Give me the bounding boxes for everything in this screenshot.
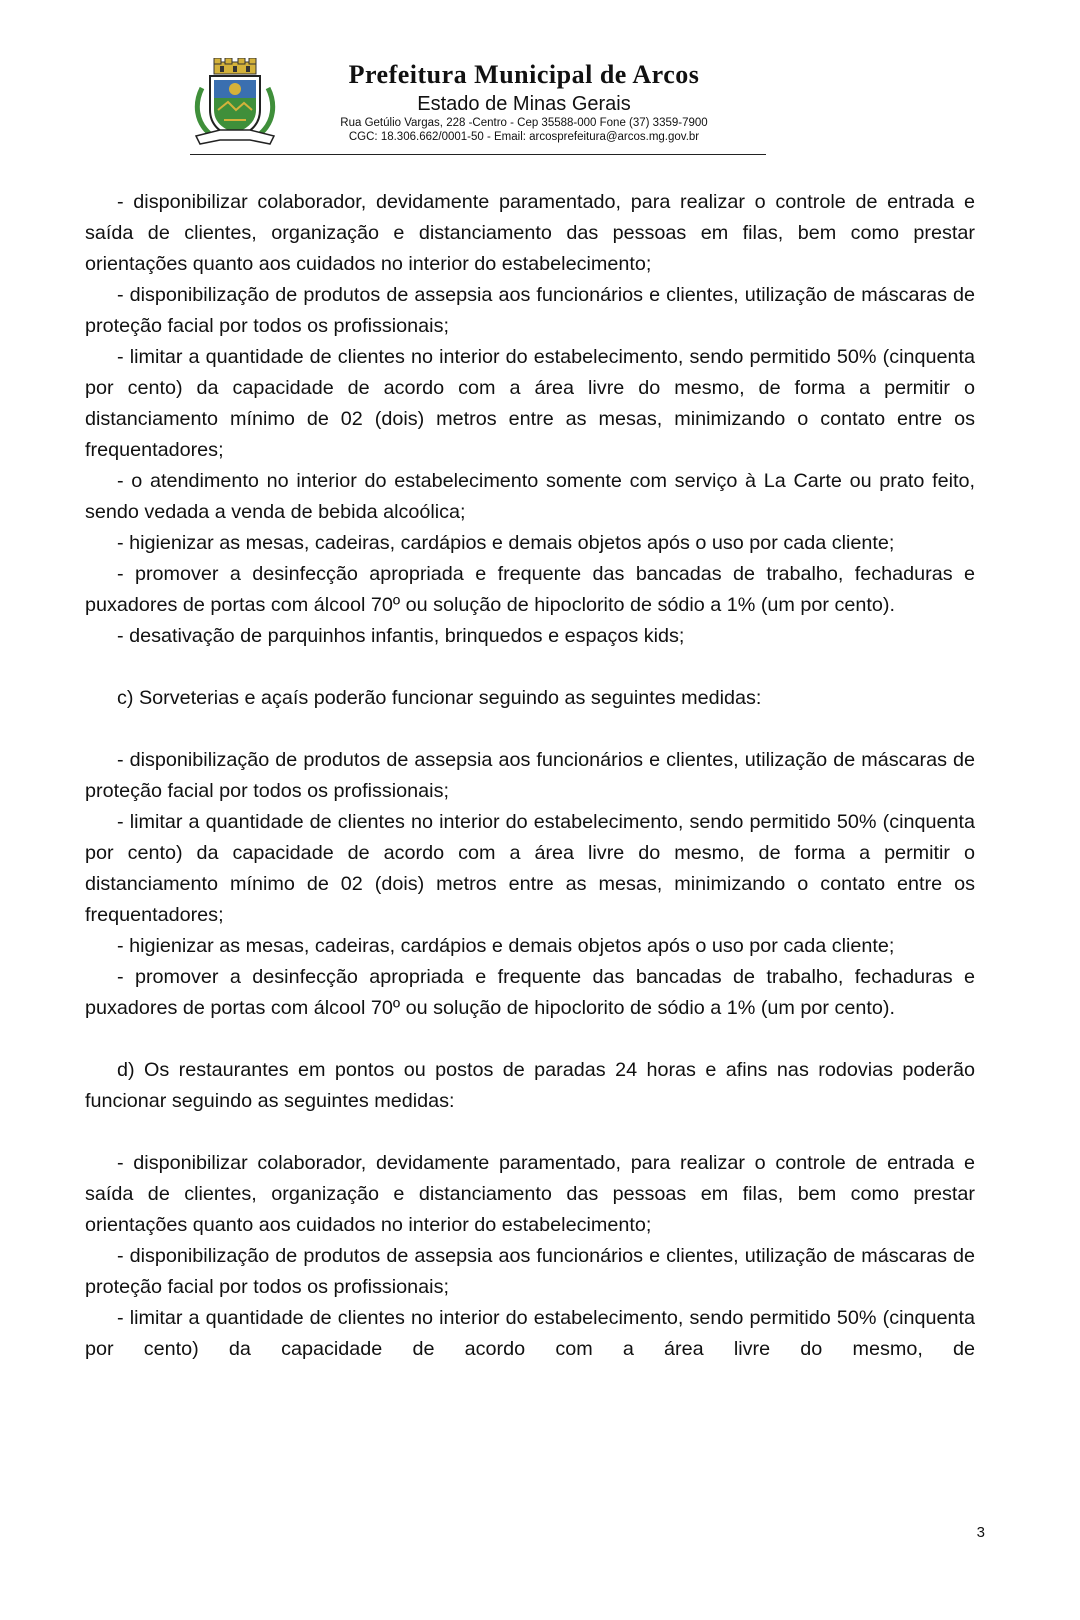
coat-of-arms-icon (190, 58, 280, 148)
section-heading-c: c) Sorveterias e açaís poderão funcionar seguindo as seguintes medidas: (117, 687, 762, 709)
list-item: - limitar a quantidade de clientes no interior do estabelecimento, sendo permitido 50% (cinquenta por cento) da capacidade de acordo com a área livre do mesmo, de forma a permitir o distanciamento mínimo de 02 (dois) metros entre as mesas, minimizando o contato entre os frequentadores; (85, 346, 975, 461)
list-item: - limitar a quantidade de clientes no interior do estabelecimento, sendo permitido 50% (cinquenta por cento) da capacidade de acordo com a área livre do mesmo, de (85, 1307, 975, 1360)
letterhead-divider (190, 154, 766, 155)
letterhead-text (282, 58, 766, 144)
spacer (85, 1024, 975, 1055)
list-item: - higienizar as mesas, cadeiras, cardápios e demais objetos após o uso por cada cliente; (117, 935, 895, 957)
spacer (85, 652, 975, 683)
state-name: Estado de Minas Gerais (417, 93, 631, 115)
list-item: - disponibilização de produtos de assepsia aos funcionários e clientes, utilização de máscaras de proteção facial por todos os profissionais; (85, 749, 975, 802)
list-item: - disponibilização de produtos de assepsia aos funcionários e clientes, utilização de máscaras de proteção facial por todos os profissionais; (85, 1245, 975, 1298)
list-item: - higienizar as mesas, cadeiras, cardápios e demais objetos após o uso por cada cliente; (117, 532, 895, 554)
letterhead (190, 58, 766, 156)
document-body (85, 187, 975, 1365)
list-item: - limitar a quantidade de clientes no interior do estabelecimento, sendo permitido 50% (cinquenta por cento) da capacidade de acordo com a área livre do mesmo, de forma a permitir o distanciamento mínimo de 02 (dois) metros entre as mesas, minimizando o contato entre os frequentadores; (85, 811, 975, 926)
municipality-title: Prefeitura Municipal de Arcos (348, 60, 700, 89)
section-heading-d: d) Os restaurantes em pontos ou postos de paradas 24 horas e afins nas rodovias poderão funcionar seguindo as seguintes medidas: (85, 1059, 975, 1112)
spacer (85, 1117, 975, 1148)
spacer (85, 714, 975, 745)
page-number: 3 (976, 1524, 985, 1541)
address-line: Rua Getúlio Vargas, 228 -Centro - Cep 35588-000 Fone (37) 3359-7900 (340, 117, 708, 129)
list-item: - disponibilizar colaborador, devidamente paramentado, para realizar o controle de entrada e saída de clientes, organização e distanciamento das pessoas em filas, bem como prestar orientações quanto aos cuidados no interior do estabelecimento; (85, 191, 975, 275)
list-item: - disponibilizar colaborador, devidamente paramentado, para realizar o controle de entrada e saída de clientes, organização e distanciamento das pessoas em filas, bem como prestar orientações quanto aos cuidados no interior do estabelecimento; (85, 1152, 975, 1236)
contact-line: CGC: 18.306.662/0001-50 - Email: arcosprefeitura@arcos.mg.gov.br (348, 131, 700, 143)
list-item: - o atendimento no interior do estabelecimento somente com serviço à La Carte ou prato feito, sendo vedada a venda de bebida alcoólica; (85, 470, 975, 523)
list-item: - disponibilização de produtos de assepsia aos funcionários e clientes, utilização de máscaras de proteção facial por todos os profissionais; (85, 284, 975, 337)
list-item: - promover a desinfecção apropriada e frequente das bancadas de trabalho, fechaduras e puxadores de portas com álcool 70º ou solução de hipoclorito de sódio a 1% (um por cento). (85, 563, 975, 616)
list-item: - promover a desinfecção apropriada e frequente das bancadas de trabalho, fechaduras e puxadores de portas com álcool 70º ou solução de hipoclorito de sódio a 1% (um por cento). (85, 966, 975, 1019)
list-item: - desativação de parquinhos infantis, brinquedos e espaços kids; (117, 625, 685, 647)
